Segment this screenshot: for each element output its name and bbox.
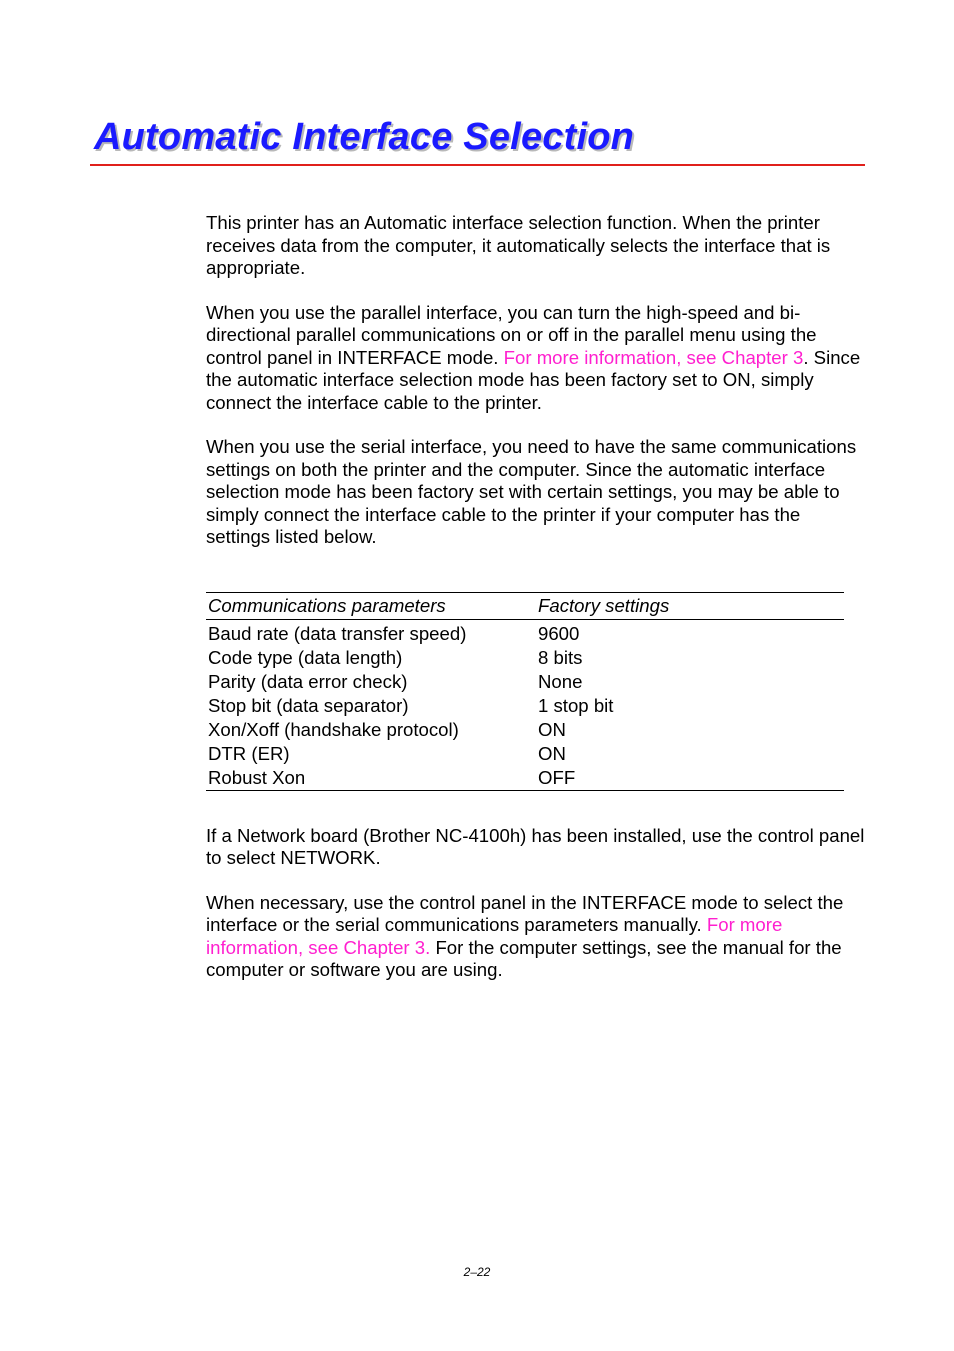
manual-text-start: When necessary, use the control panel in the INTERFACE mode to select the interface or the serial communications parameters manually. [206, 891, 844, 935]
setting-cell: 9600 [538, 622, 580, 644]
chapter-3-link[interactable]: For more information, see Chapter 3. [206, 914, 783, 958]
table-row [206, 694, 844, 718]
intro-paragraph: This printer has an Automatic interface selection function. When the printer receives data from the computer, it automatically selects the interface that is appropriate. [206, 212, 831, 278]
parameter-cell: Baud rate (data transfer speed) [208, 622, 467, 644]
table-row [206, 646, 844, 670]
table-row [206, 619, 844, 646]
parameter-cell: Xon/Xoff (handshake protocol) [208, 718, 459, 740]
table-row [206, 670, 844, 694]
network-paragraph: If a Network board (Brother NC-4100h) has been installed, use the control panel to select NETWORK. [206, 824, 865, 868]
chapter-3-link[interactable]: For more information, see Chapter 3 [503, 346, 804, 368]
table-row [206, 742, 844, 766]
parallel-text-end: . Since the automatic interface selection mode has been factory set to ON, simply connect the interface cable to the printer. [206, 346, 861, 413]
setting-cell: ON [538, 718, 566, 740]
manual-text-end: For the computer settings, see the manual for the computer or software you are using. [206, 936, 842, 980]
setting-cell: 1 stop bit [538, 694, 614, 716]
table-header-row [206, 592, 844, 619]
title-underline [90, 164, 865, 166]
parallel-paragraph [206, 302, 866, 415]
parameter-cell: Robust Xon [206, 766, 536, 791]
table-row [206, 766, 844, 791]
header-communications-parameters: Communications parameters [206, 592, 536, 619]
setting-cell: ON [538, 742, 566, 764]
parameter-cell: DTR (ER) [208, 742, 290, 764]
header-factory-settings: Factory settings [536, 592, 844, 619]
parameter-cell: Stop bit (data separator) [208, 694, 409, 716]
table-row [206, 718, 844, 742]
serial-paragraph: When you use the serial interface, you need to have the same communications settings on both the printer and the computer. Since the automatic interface selection mode has been factory set with certain settings, you may be able to simply connect the interface cable to the printer if your computer has the settings listed below. [206, 436, 857, 547]
setting-cell: OFF [536, 766, 844, 791]
page-number: 2–22 [463, 1265, 491, 1279]
setting-cell: None [538, 670, 583, 692]
serial-settings-table [206, 592, 844, 791]
page-title: Automatic Interface Selection [94, 116, 635, 158]
parallel-text-start: When you use the parallel interface, you can turn the high-speed and bi-directional parallel communications on or off in the parallel menu using the control panel in INTERFACE mode. [206, 301, 817, 368]
parameter-cell: Parity (data error check) [208, 670, 408, 692]
body-content [206, 212, 866, 1004]
parameter-cell: Code type (data length) [208, 646, 403, 668]
setting-cell: 8 bits [538, 646, 583, 668]
manual-settings-paragraph [206, 892, 866, 982]
